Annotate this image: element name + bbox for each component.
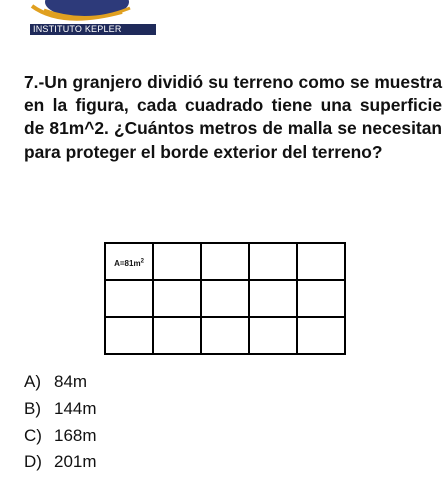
grid-cell <box>105 317 153 354</box>
land-grid-figure <box>104 242 346 355</box>
grid-cell <box>249 243 297 280</box>
option-value: 84m <box>54 372 88 391</box>
grid-cell <box>297 317 345 354</box>
grid-cell <box>297 280 345 317</box>
grid-cell <box>201 280 249 317</box>
grid-row <box>105 280 345 317</box>
cell-area-exponent: 2 <box>140 257 144 264</box>
grid-row <box>105 243 345 280</box>
logo-text: INSTITUTO KEPLER <box>30 24 156 35</box>
grid-cell <box>153 317 201 354</box>
grid-cell <box>153 280 201 317</box>
grid-cell <box>249 317 297 354</box>
option-d[interactable] <box>24 449 97 476</box>
grid-cell <box>201 317 249 354</box>
option-value: 168m <box>54 425 97 445</box>
question-text: 7.-Un granjero dividió su terreno como se muestra en la figura, cada cuadrado tiene una superficie de 81m^2. ¿Cuántos metros de malla se necesitan para proteger el borde exterior del terreno? <box>24 72 442 162</box>
cell-area-text: A=81m <box>114 258 141 268</box>
option-letter: D) <box>24 452 42 472</box>
option-value: 201m <box>54 452 97 472</box>
answer-options <box>24 369 97 476</box>
grid-cell-labeled <box>105 243 153 280</box>
grid-cell <box>297 243 345 280</box>
option-letter: C) <box>24 425 42 445</box>
option-a[interactable] <box>24 369 97 396</box>
grid-row <box>105 317 345 354</box>
grid-cell <box>153 243 201 280</box>
cell-area-label <box>114 259 144 268</box>
institute-logo <box>22 0 152 38</box>
option-letter: B) <box>24 398 41 418</box>
option-letter: A) <box>24 372 41 391</box>
grid-cell <box>249 280 297 317</box>
option-value: 144m <box>54 398 97 418</box>
grid-cell <box>201 243 249 280</box>
option-c[interactable] <box>24 423 97 450</box>
grid-cell <box>105 280 153 317</box>
option-b[interactable] <box>24 396 97 423</box>
